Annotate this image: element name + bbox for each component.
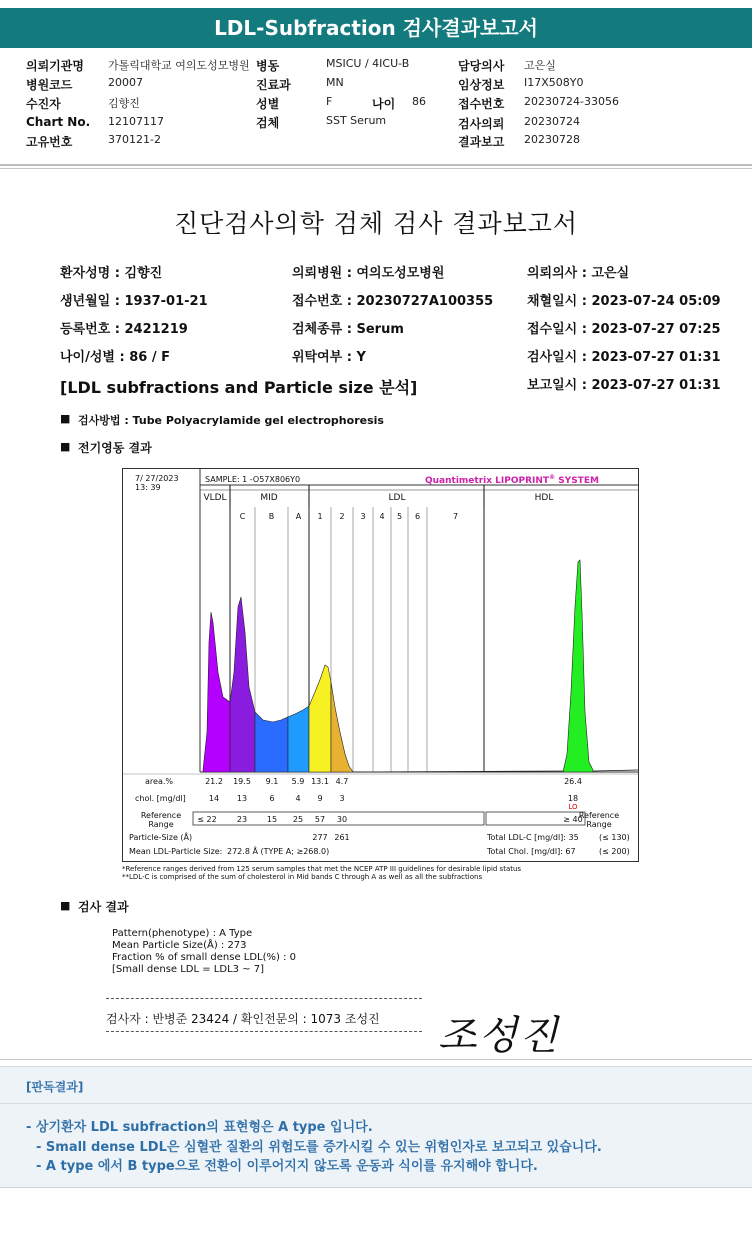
fraction-peak (203, 612, 230, 772)
reference-value: 25 (292, 815, 304, 824)
chol-value: 4 (295, 794, 301, 803)
particle-size-value: 277 (312, 833, 328, 842)
mean-particle-value: 272.8 Å (TYPE A; ≥268.0) (227, 847, 330, 856)
band-label-6: 6 (414, 512, 421, 521)
band-label-3: 3 (360, 512, 366, 521)
area-value: 19.5 (233, 777, 251, 786)
signature-rule-top (106, 998, 422, 999)
chol-value: 3 (339, 794, 345, 803)
group-label-hdl: HDL (534, 493, 554, 503)
request-label: 검사의뢰 (458, 117, 505, 131)
band-label-7: 7 (452, 512, 459, 521)
chart-time: 13: 39 (135, 483, 161, 492)
reference-value: 57 (314, 815, 326, 824)
result-definition: [Small dense LDL = LDL3 ~ 7] (112, 964, 265, 975)
specimen-label: 검체 (256, 116, 280, 130)
fraction-peak (288, 706, 309, 772)
interpretation-line-3: - A type 에서 B type으로 전환이 이루어지지 않도록 운동과 식이를 유지해야 합니다. (36, 1159, 538, 1174)
interpretation-panel (0, 1066, 752, 1188)
signature-line: 검사자 : 반병준 23424 / 확인전문의 : 1073 조성진 (106, 1012, 380, 1026)
institution-label: 의뢰기관명 (26, 59, 84, 73)
dept-label: 진료과 (256, 78, 291, 92)
doctor-label: 담당의사 (458, 59, 505, 73)
ward-value: MSICU / 4ICU-B (326, 57, 410, 70)
band-label-C: C (239, 512, 246, 521)
band-label-A: A (295, 512, 302, 521)
bullet-icon: ■ (60, 899, 71, 912)
result-label: 검사 결과 (78, 900, 129, 914)
chart-no-value: 12107117 (108, 115, 164, 128)
fraction-peak (230, 597, 255, 772)
area-label: area.% (145, 777, 173, 786)
group-label-vldl: VLDL (203, 493, 227, 503)
total-ldl-ref: (≤ 130) (599, 833, 630, 842)
registered-icon: ® (549, 474, 556, 481)
reference-value: ≤ 22 (197, 815, 217, 824)
unique-id-label: 고유번호 (26, 135, 73, 149)
result-list (112, 928, 296, 976)
chol-value: 6 (269, 794, 275, 803)
clinical-value: I17X508Y0 (524, 76, 584, 89)
particle-label: Particle-Size (Å) (129, 833, 193, 842)
age-value: 86 (412, 95, 426, 108)
chart-sample: SAMPLE: 1 -O57X806Y0 (205, 475, 301, 484)
handwritten-signature: 조성진 (438, 1013, 560, 1059)
ref-label: Reference Range (140, 811, 182, 829)
report-row-1-col-1: 환자성명 : 김향진 (60, 266, 163, 281)
signature-rule-bottom (106, 1031, 422, 1032)
patient-label: 수진자 (26, 97, 61, 111)
report-row-2-col-3: 채혈일시 : 2023-07-24 05:09 (527, 294, 721, 309)
area-value: 13.1 (311, 777, 329, 786)
band-label-B: B (268, 512, 275, 521)
report-row-1-col-3: 의뢰의사 : 고은실 (527, 266, 630, 281)
report-heading: 진단검사의학 검체 검사 결과보고서 (173, 209, 579, 238)
total-chol-ref: (≤ 200) (599, 847, 630, 856)
interpretation-line-2: - Small dense LDL은 심혈관 질환의 위험도를 증가시킬 수 있는 위험인자로 보고되고 있습니다. (36, 1140, 602, 1155)
fraction-peak (331, 682, 353, 772)
report-row-2-col-2: 접수번호 : 20230727A100355 (292, 294, 494, 309)
electrophoresis-label: 전기영동 결과 (78, 441, 152, 455)
area-value: 4.7 (335, 777, 349, 786)
ward-label: 병동 (256, 59, 280, 73)
chol-value: 13 (236, 794, 248, 803)
report-row-4-col-3: 검사일시 : 2023-07-27 01:31 (527, 350, 721, 365)
report-row-3-col-1: 등록번호 : 2421219 (60, 322, 188, 337)
result-mean-size: Mean Particle Size(Å) : 273 (112, 940, 247, 951)
analysis-subtitle: [LDL subfractions and Particle size 분석] (60, 378, 418, 397)
hospital-code-value: 20007 (108, 76, 143, 89)
age-label: 나이 (372, 97, 396, 111)
hospital-code-label: 병원코드 (26, 78, 73, 92)
request-value: 20230724 (524, 115, 580, 128)
footnote-1: *Reference ranges derived from 125 serum samples that met the NCEP ATP III guidelines for desirable lipid status (122, 865, 522, 873)
receipt-label: 접수번호 (458, 97, 505, 111)
result-pattern: Pattern(phenotype) : A Type (112, 928, 253, 939)
receipt-value: 20230724-33056 (524, 95, 619, 108)
interpretation-title: [판독결과] (26, 1080, 84, 1094)
report-date-label: 결과보고 (458, 135, 505, 149)
fraction-peak (563, 560, 593, 772)
mean-particle-label: Mean LDL-Particle Size: (129, 847, 223, 856)
area-value: 5.9 (291, 777, 305, 786)
unique-id-value: 370121-2 (108, 133, 161, 146)
bullet-icon: ■ (60, 412, 71, 425)
group-label-ldl: LDL (388, 493, 406, 503)
patient-value: 김향진 (108, 97, 140, 110)
brand-suffix: SYSTEM (555, 476, 599, 486)
chol-value: 9 (317, 794, 323, 803)
reference-value: 30 (336, 815, 348, 824)
fraction-peak (309, 665, 331, 772)
clinical-label: 임상정보 (458, 78, 505, 92)
report-row-1-col-2: 의뢰병원 : 여의도성모병원 (292, 266, 445, 281)
footnote-2: **LDL-C is comprised of the sum of cholesterol in Mid bands C through A as well as all the subfractions (122, 873, 483, 881)
divider (0, 164, 752, 166)
reference-value: ≥ 40 (563, 815, 583, 824)
band-label-2: 2 (339, 512, 345, 521)
chol-value: 18 (567, 794, 579, 803)
report-time: 보고일시 : 2023-07-27 01:31 (527, 378, 721, 393)
area-value: 9.1 (265, 777, 279, 786)
band-label-5: 5 (396, 512, 403, 521)
report-date-value: 20230728 (524, 133, 580, 146)
group-label-mid: MID (260, 493, 278, 503)
chart-no-label: Chart No. (26, 115, 91, 129)
band-label-4: 4 (379, 512, 385, 521)
fraction-peak (255, 712, 288, 772)
reference-value: 15 (266, 815, 278, 824)
reference-value: 23 (236, 815, 248, 824)
chart-date: 7/ 27/2023 (135, 474, 179, 483)
interpretation-header (0, 1067, 752, 1104)
report-row-3-col-3: 접수일시 : 2023-07-27 07:25 (527, 322, 721, 337)
specimen-value: SST Serum (326, 114, 387, 127)
total-chol: Total Chol. [mg/dl]: 67 (487, 847, 576, 856)
area-value: 21.2 (205, 777, 223, 786)
area-value: 26.4 (564, 777, 582, 786)
band-label-1: 1 (317, 512, 323, 521)
report-row-4-col-2: 위탁여부 : Y (292, 350, 366, 365)
chol-flag: LO (568, 803, 578, 811)
method-text: 검사방법 : Tube Polyacrylamide gel electrophoresis (78, 414, 384, 427)
particle-size-value: 261 (334, 833, 350, 842)
doctor-value: 고은실 (524, 59, 556, 72)
report-row-4-col-1: 나이/성별 : 86 / F (60, 350, 171, 365)
bullet-icon: ■ (60, 440, 71, 453)
chart-plot (123, 469, 638, 861)
chol-label: chol. [mg/dl] (135, 794, 186, 803)
brand-name: Quantimetrix LIPOPRINT (425, 476, 550, 486)
sex-value: F (326, 95, 333, 108)
institution-value: 가톨릭대학교 여의도성모병원 (108, 59, 250, 72)
total-ldl: Total LDL-C [mg/dl]: 35 (487, 833, 579, 842)
lipoprint-chart (122, 468, 639, 862)
ref-right-label: Reference Range (578, 811, 620, 829)
report-row-2-col-1: 생년월일 : 1937-01-21 (60, 294, 208, 309)
chol-value: 14 (208, 794, 220, 803)
interpretation-line-1: - 상기환자 LDL subfraction의 표현형은 A type 입니다. (26, 1120, 373, 1135)
sex-label: 성별 (256, 97, 280, 111)
dept-value: MN (326, 76, 344, 89)
result-fraction: Fraction % of small dense LDL(%) : 0 (112, 952, 297, 963)
page-title: LDL-Subfraction 검사결과보고서 (0, 8, 752, 48)
report-row-3-col-2: 검체종류 : Serum (292, 322, 404, 337)
